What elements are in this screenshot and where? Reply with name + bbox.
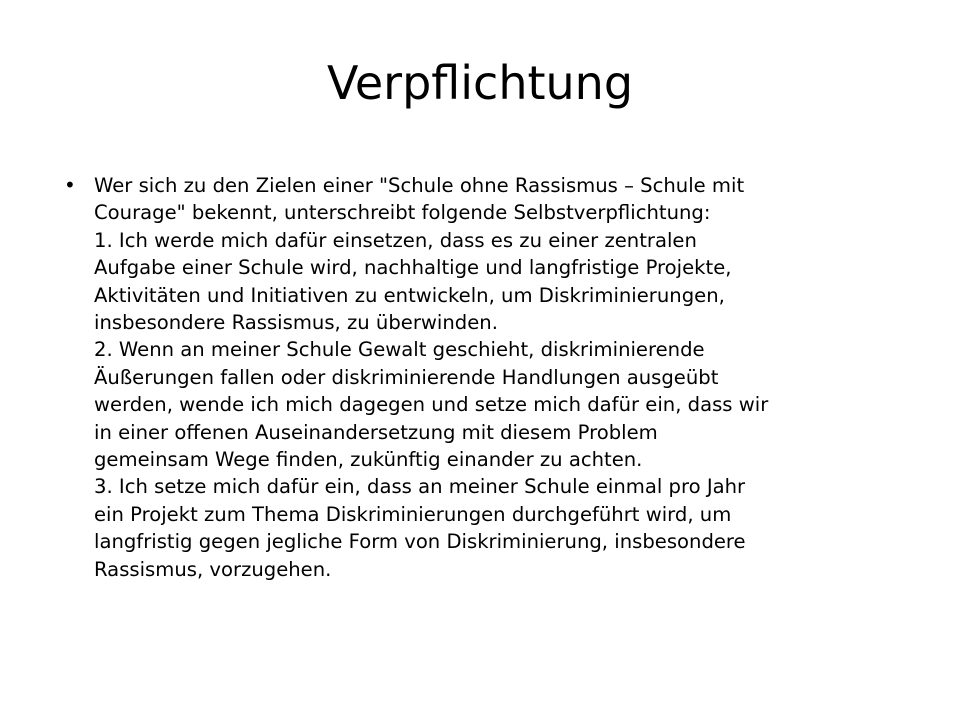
bullet-icon: • xyxy=(64,173,76,197)
slide-title: Verpflichtung xyxy=(326,56,634,110)
text-line: langfristig gegen jegliche Form von Diskriminierung, insbesondere xyxy=(94,530,746,554)
text-line: 3. Ich setze mich dafür ein, dass an meiner Schule einmal pro Jahr xyxy=(94,475,746,499)
bullet-item xyxy=(64,172,914,583)
text-line: Äußerungen fallen oder diskriminierende Handlungen ausgeübt xyxy=(94,365,719,389)
text-line: Aufgabe einer Schule wird, nachhaltige und langfristige Projekte, xyxy=(94,256,732,280)
text-line: Aktivitäten und Initiativen zu entwickeln, um Diskriminierungen, xyxy=(94,283,725,307)
text-line: Wer sich zu den Zielen einer "Schule ohne Rassismus – Schule mit xyxy=(94,174,745,197)
slide-content xyxy=(64,172,914,583)
text-line: Rassismus, vorzugehen. xyxy=(94,557,332,581)
text-line: in einer offenen Auseinandersetzung mit diesem Problem xyxy=(94,420,658,444)
text-line: insbesondere Rassismus, zu überwinden. xyxy=(94,311,498,335)
bullet-text xyxy=(94,172,914,583)
text-line: werden, wende ich mich dagegen und setze mich dafür ein, dass wir xyxy=(94,393,769,417)
text-line: Courage" bekennt, unterschreibt folgende Selbstverpflichtung: xyxy=(94,201,711,225)
text-line: ein Projekt zum Thema Diskriminierungen durchgeführt wird, um xyxy=(94,502,732,526)
text-line: 1. Ich werde mich dafür einsetzen, dass es zu einer zentralen xyxy=(94,228,697,252)
text-line: 2. Wenn an meiner Schule Gewalt geschieht, diskriminierende xyxy=(94,338,705,362)
text-line: gemeinsam Wege finden, zukünftig einander zu achten. xyxy=(94,448,643,472)
